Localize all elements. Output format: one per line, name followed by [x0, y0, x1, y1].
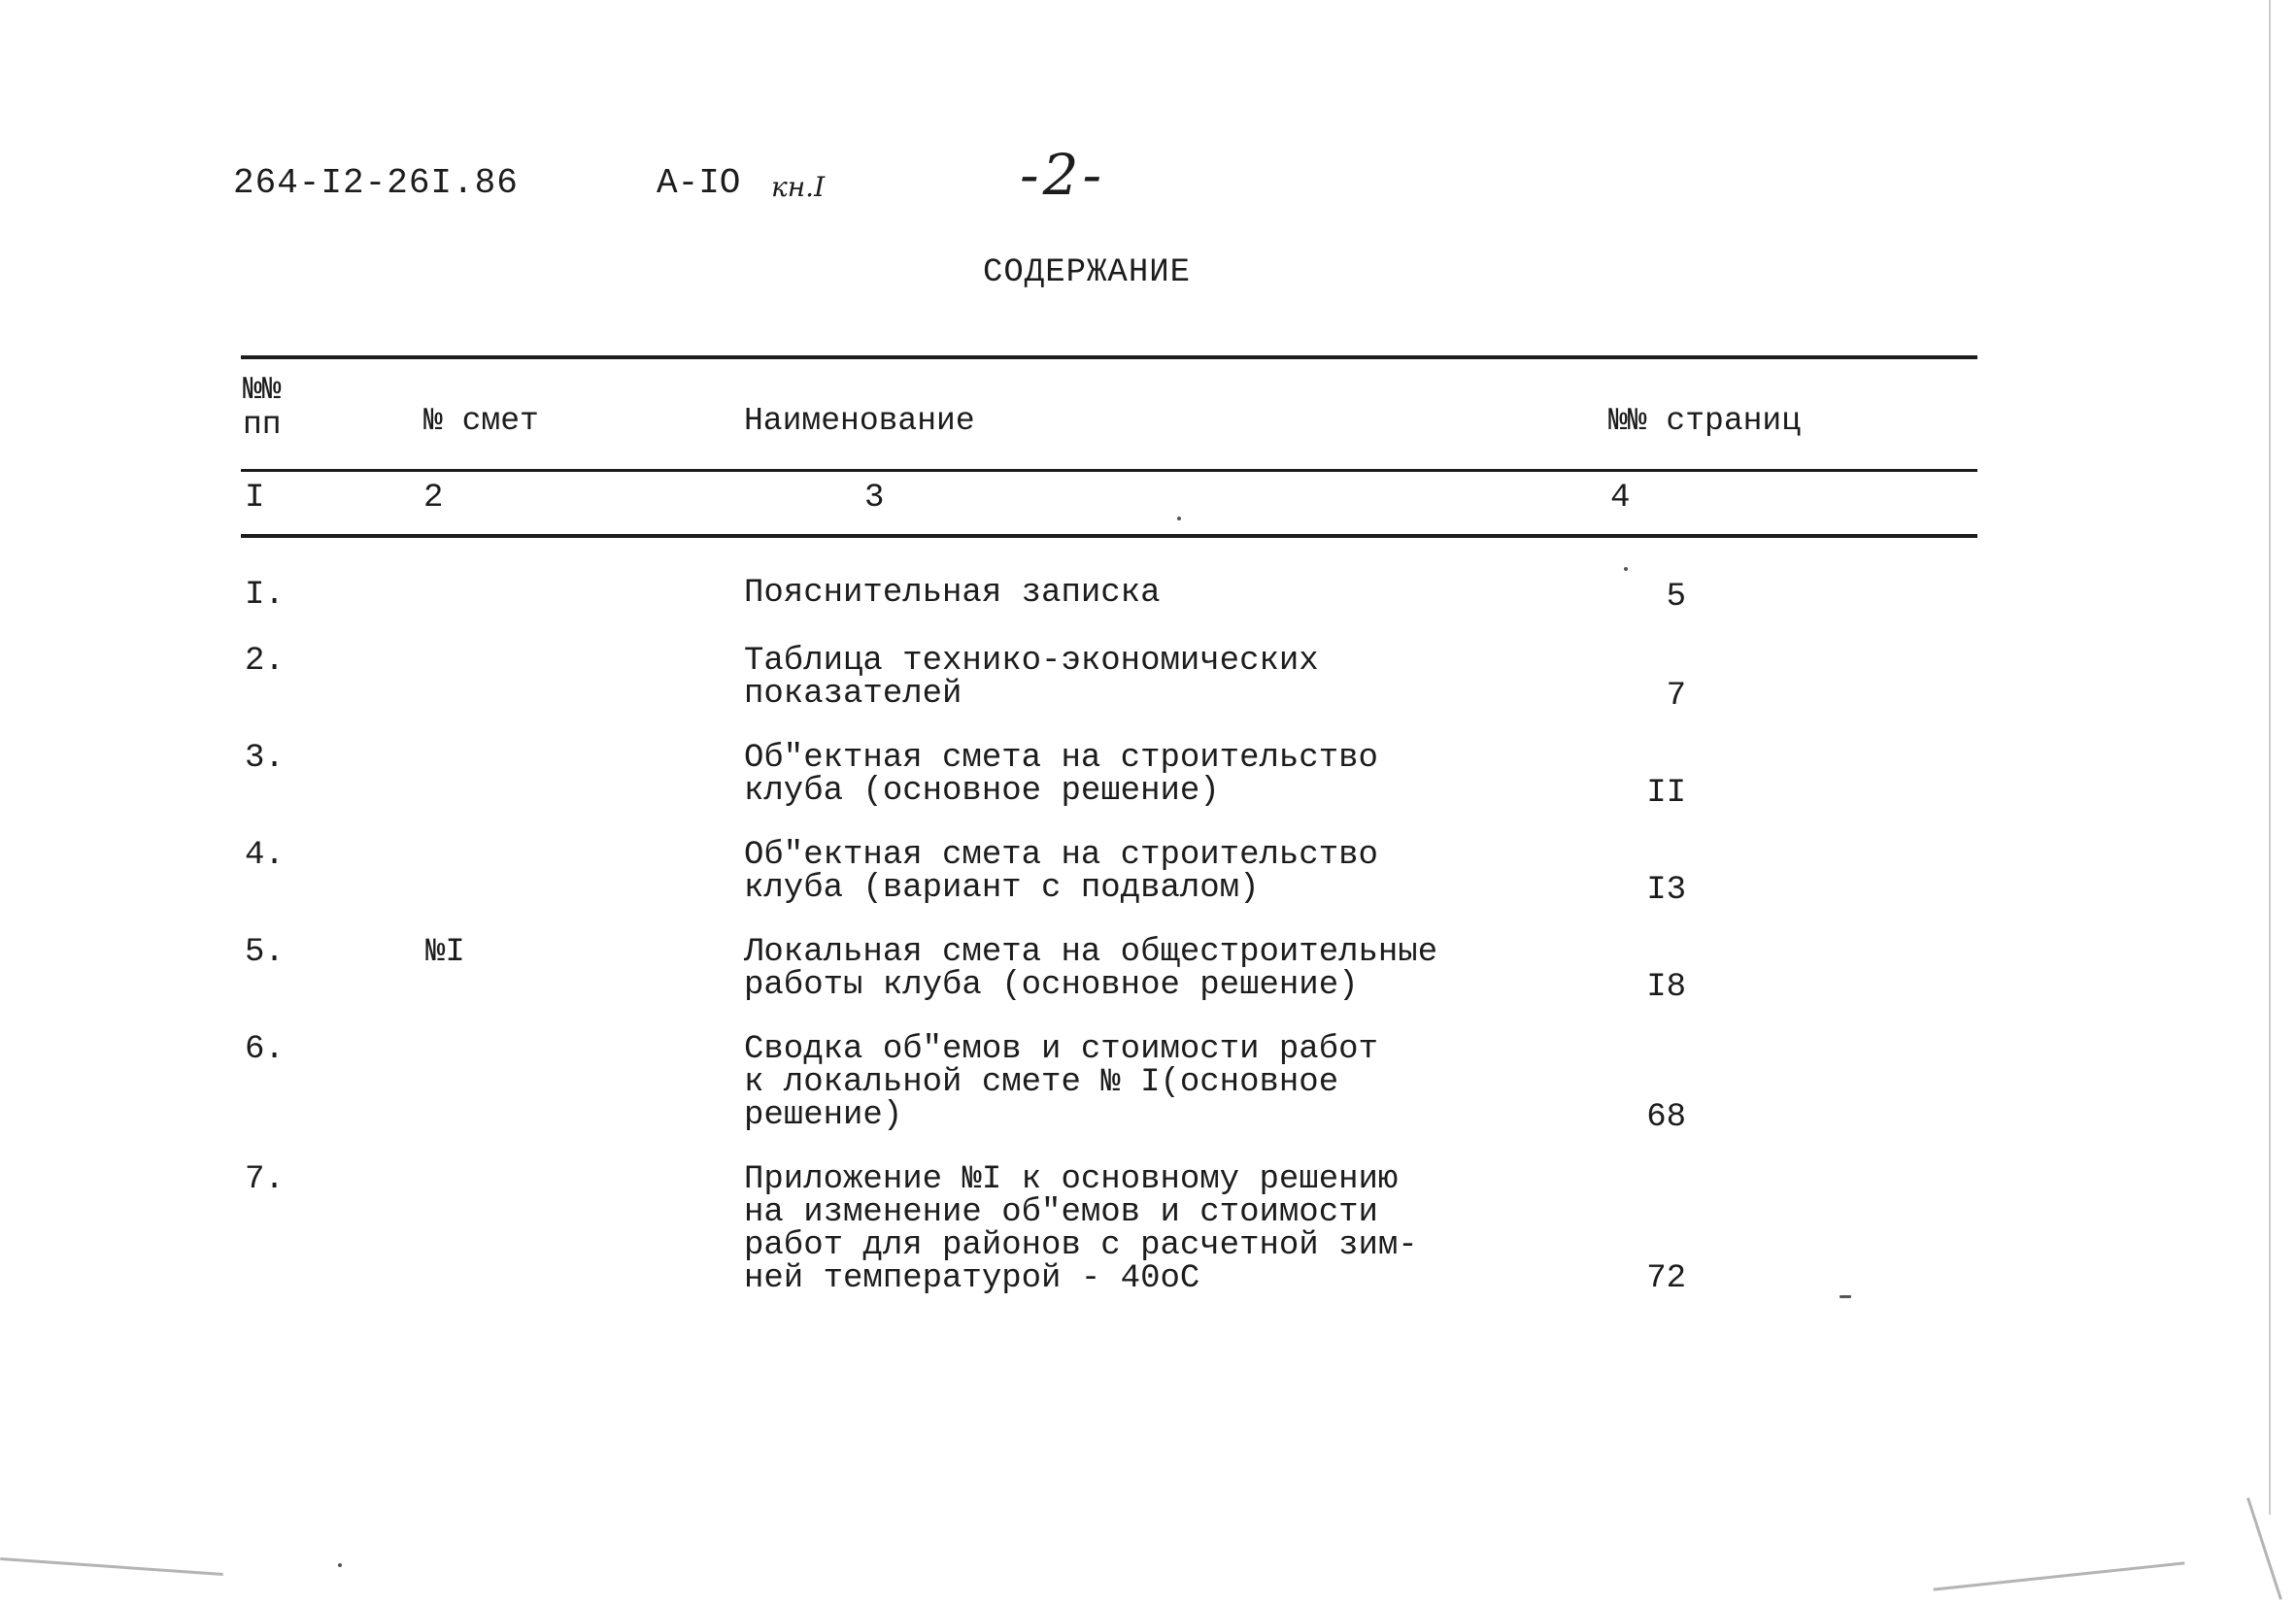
- series-code: А-IO: [657, 163, 741, 203]
- scan-speck: [1177, 517, 1181, 520]
- row-name-line: Локальная смета на общестроительные: [744, 934, 1438, 971]
- table-numbers-rule: [241, 534, 1977, 538]
- column-number: 4: [1610, 480, 1631, 517]
- table-header-rule: [241, 469, 1977, 472]
- column-header-number: [243, 373, 282, 443]
- column-number: 2: [423, 480, 444, 517]
- scan-edge: [0, 1557, 223, 1576]
- row-name-line: Об"ектная смета на строительство: [744, 837, 1378, 874]
- row-page: 68: [1646, 1099, 1686, 1136]
- column-header-pages: №№ страниц: [1608, 403, 1802, 439]
- scan-speck: [1840, 1295, 1851, 1298]
- row-number: 2.: [245, 643, 285, 680]
- row-name: [744, 645, 1319, 711]
- row-name-line: клуба (вариант с подвалом): [744, 870, 1260, 907]
- row-estimate: №I: [425, 934, 465, 971]
- row-page: 72: [1646, 1260, 1686, 1297]
- column-number: I: [245, 480, 265, 517]
- row-number: 3.: [245, 740, 285, 777]
- scan-speck: [1624, 567, 1628, 571]
- row-name: [744, 839, 1378, 905]
- row-page: I3: [1646, 872, 1686, 909]
- page-number: -2-: [1020, 142, 1106, 208]
- row-name: [744, 936, 1437, 1002]
- column-number: 3: [864, 480, 885, 517]
- row-name-line: Пояснительная записка: [744, 575, 1161, 612]
- row-number: 5.: [245, 934, 285, 971]
- book-number: кн.I: [771, 171, 826, 203]
- scan-speck: [338, 1563, 342, 1567]
- row-number: 4.: [245, 837, 285, 874]
- column-header-name: Наименование: [744, 403, 975, 439]
- row-number: 7.: [245, 1161, 285, 1198]
- row-name-line: Приложение №I к основному решению: [744, 1161, 1399, 1198]
- row-name-line: к локальной смете № I(основное: [744, 1064, 1339, 1101]
- scan-edge: [1934, 1561, 2185, 1590]
- row-name: [744, 742, 1378, 808]
- row-number: 6.: [245, 1031, 285, 1068]
- scan-edge: [2269, 0, 2271, 1515]
- row-name-line: клуба (основное решение): [744, 773, 1220, 810]
- row-name: [744, 577, 1160, 610]
- page-title: СОДЕРЖАНИЕ: [983, 254, 1192, 291]
- row-name-line: Таблица технико-экономических: [744, 643, 1319, 680]
- row-name-line: Сводка об"емов и стоимости работ: [744, 1031, 1378, 1068]
- document-code: 264-I2-26I.86: [233, 163, 519, 203]
- row-name-line: Об"ектная смета на строительство: [744, 740, 1378, 777]
- row-page: I8: [1646, 969, 1686, 1006]
- column-header-estimate: № смет: [423, 403, 539, 439]
- row-name-line: показателей: [744, 676, 962, 713]
- row-page: 5: [1666, 579, 1686, 616]
- row-name: [744, 1163, 1418, 1295]
- column-header-number-line1: №№: [243, 372, 282, 408]
- row-name: [744, 1033, 1378, 1132]
- row-name-line: работы клуба (основное решение): [744, 967, 1359, 1004]
- row-name-line: на изменение об"емов и стоимости: [744, 1194, 1378, 1231]
- row-name-line: работ для районов с расчетной зим-: [744, 1227, 1418, 1264]
- table-top-rule: [241, 355, 1977, 359]
- row-name-line: решение): [744, 1097, 903, 1134]
- scan-edge: [2246, 1497, 2282, 1600]
- column-header-number-line2: пп: [243, 407, 282, 443]
- row-name-line: ней температурой - 40оС: [744, 1260, 1200, 1297]
- row-number: I.: [245, 577, 285, 614]
- row-page: II: [1646, 775, 1686, 812]
- row-page: 7: [1666, 678, 1686, 715]
